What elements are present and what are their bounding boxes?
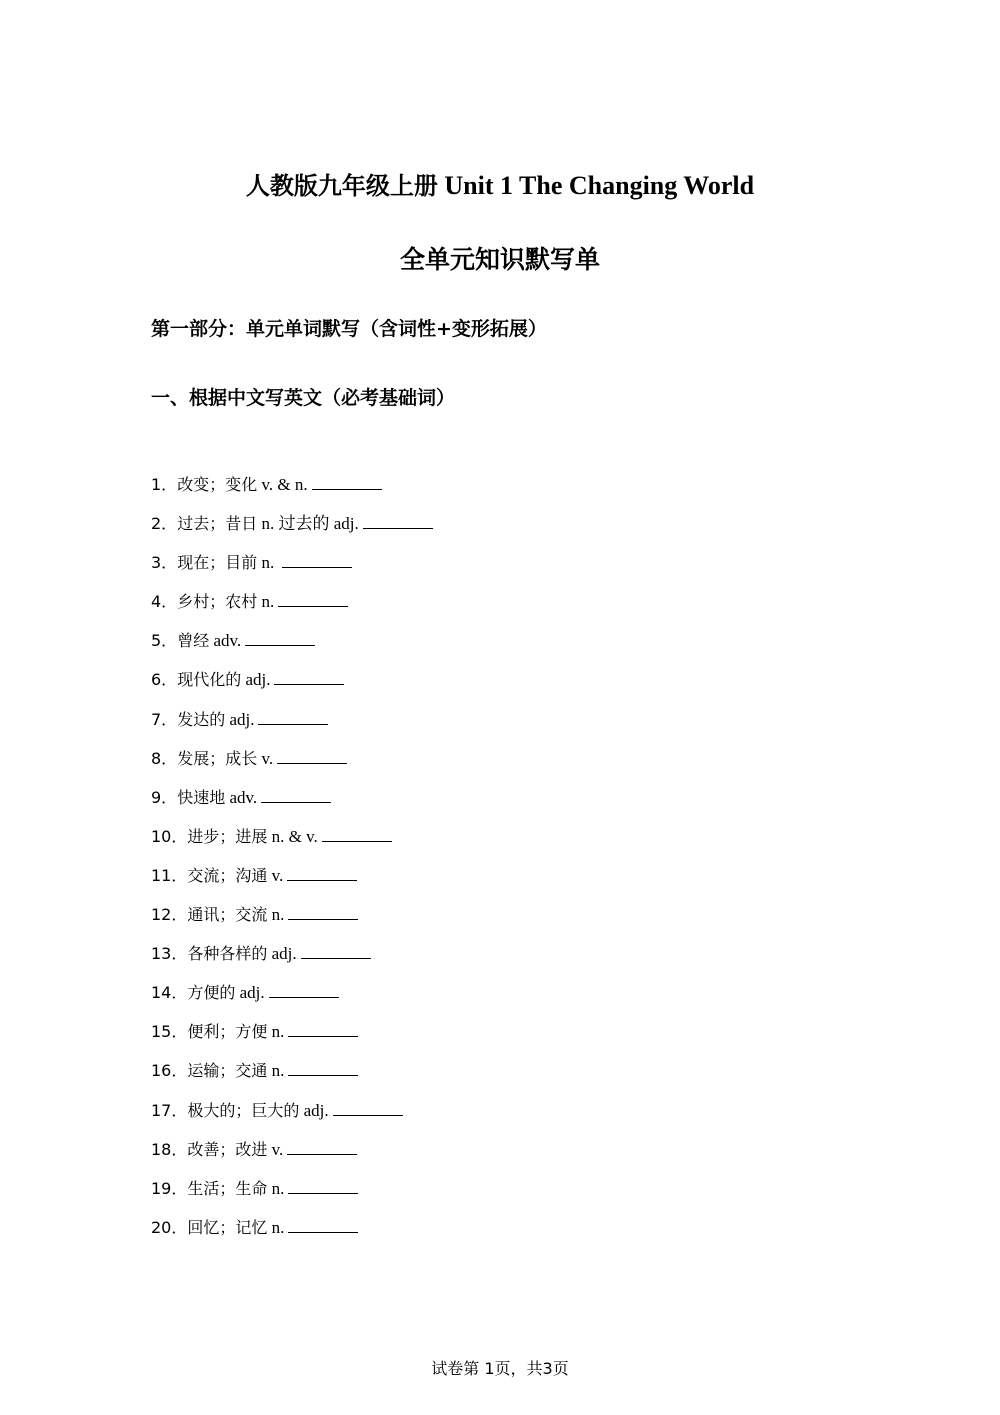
list-item xyxy=(151,629,433,668)
item-number: 12． xyxy=(151,905,188,925)
item-number: 4． xyxy=(151,592,178,612)
item-number: 5． xyxy=(151,631,178,651)
item-chinese: 现代化的 xyxy=(177,670,242,690)
item-number: 19． xyxy=(151,1178,188,1198)
title-english: Unit 1 The Changing World xyxy=(437,171,755,200)
item-part-of-speech: adj. xyxy=(241,670,271,690)
item-number: 13． xyxy=(151,944,188,964)
list-item xyxy=(151,1020,433,1059)
answer-blank[interactable] xyxy=(269,983,339,998)
item-part-of-speech: v. xyxy=(267,1139,284,1159)
item-part-of-speech: adj. xyxy=(225,709,255,729)
item-part-of-speech: n. xyxy=(257,592,275,612)
item-chinese: 发达的 xyxy=(177,709,226,729)
answer-blank[interactable] xyxy=(288,905,358,920)
answer-blank[interactable] xyxy=(288,1022,358,1037)
answer-blank[interactable] xyxy=(287,1140,357,1155)
item-number: 17． xyxy=(151,1100,188,1120)
item-number: 20． xyxy=(151,1217,188,1237)
item-chinese: 通讯；交流 xyxy=(187,905,268,925)
item-part-of-speech: adv. xyxy=(209,631,242,651)
item-chinese: 进步；进展 xyxy=(187,826,268,846)
item-number: 18． xyxy=(151,1139,188,1159)
list-item xyxy=(151,590,433,629)
page-footer: 试卷第 1页，共3页 xyxy=(431,1359,569,1378)
answer-blank[interactable] xyxy=(274,670,344,685)
item-chinese: 改善；改进 xyxy=(187,1139,268,1159)
item-part-of-speech: n. xyxy=(267,1022,285,1042)
item-chinese: 回忆；记忆 xyxy=(187,1217,268,1237)
answer-blank[interactable] xyxy=(258,710,328,725)
list-item xyxy=(151,786,433,825)
item-chinese: 快速地 xyxy=(177,787,226,807)
item-chinese: 乡村；农村 xyxy=(177,592,258,612)
item-chinese: 极大的；巨大的 xyxy=(187,1100,300,1120)
answer-blank[interactable] xyxy=(288,1218,358,1233)
list-item xyxy=(151,981,433,1020)
item-part-of-speech: n. xyxy=(267,905,285,925)
list-item xyxy=(151,1177,433,1216)
item-chinese: 改变；变化 xyxy=(177,475,258,494)
item-chinese: 便利；方便 xyxy=(187,1022,268,1042)
item-number: 16． xyxy=(151,1061,188,1081)
item-chinese: 生活；生命 xyxy=(187,1178,268,1198)
list-item xyxy=(151,708,433,747)
item-part-of-speech: v. xyxy=(257,748,274,768)
section-heading: 一、根据中文写英文（必考基础词） xyxy=(151,387,456,409)
vocabulary-list xyxy=(151,473,433,1255)
item-part-of-speech: adv. xyxy=(225,787,258,807)
list-item xyxy=(151,1059,433,1098)
item-number: 14． xyxy=(151,983,188,1003)
item-part-of-speech: n. xyxy=(257,553,279,573)
list-item xyxy=(151,942,433,981)
item-part-of-speech: n. & v. xyxy=(267,826,318,846)
answer-blank[interactable] xyxy=(287,866,357,881)
item-part-of-speech: adj. xyxy=(299,1100,329,1120)
item-part-of-speech: adj. xyxy=(235,983,265,1003)
answer-blank[interactable] xyxy=(322,827,392,842)
item-chinese: 发展；成长 xyxy=(177,748,258,768)
item-number: 6． xyxy=(151,670,178,690)
answer-blank[interactable] xyxy=(288,1061,358,1076)
item-number: 9． xyxy=(151,787,178,807)
item-number: 2． xyxy=(151,514,178,534)
list-item xyxy=(151,903,433,942)
answer-blank[interactable] xyxy=(278,592,348,607)
list-item xyxy=(151,1138,433,1177)
item-number: 7． xyxy=(151,709,178,729)
list-item xyxy=(151,1099,433,1138)
item-number: 15． xyxy=(151,1022,188,1042)
answer-blank[interactable] xyxy=(277,749,347,764)
answer-blank[interactable] xyxy=(301,944,371,959)
item-number: 1． xyxy=(151,475,178,494)
list-item xyxy=(151,864,433,903)
answer-blank[interactable] xyxy=(261,788,331,803)
item-part-of-speech: adj. xyxy=(267,944,297,964)
item-chinese: 运输；交通 xyxy=(187,1061,268,1081)
item-part-of-speech: n. xyxy=(267,1178,285,1198)
item-number: 10． xyxy=(151,826,188,846)
item-number: 11． xyxy=(151,865,188,885)
list-item xyxy=(151,825,433,864)
item-part-of-speech: v. xyxy=(267,865,284,885)
item-chinese: 交流；沟通 xyxy=(187,865,268,885)
item-part-of-speech: n. 过去的 adj. xyxy=(257,514,359,534)
item-part-of-speech: n. xyxy=(267,1061,285,1081)
item-chinese: 各种各样的 xyxy=(187,944,268,964)
list-item xyxy=(151,551,433,590)
answer-blank[interactable] xyxy=(312,475,382,490)
document-title xyxy=(0,166,1000,201)
answer-blank[interactable] xyxy=(363,514,433,529)
item-number: 3． xyxy=(151,553,178,573)
answer-blank[interactable] xyxy=(333,1101,403,1116)
item-part-of-speech: v. & n. xyxy=(257,475,308,494)
list-item xyxy=(151,1216,433,1255)
list-item xyxy=(151,512,433,551)
item-chinese: 现在；目前 xyxy=(177,553,258,573)
item-chinese: 过去；昔日 xyxy=(177,514,258,534)
part-heading: 第一部分：单元单词默写（含词性+变形拓展） xyxy=(151,318,547,340)
list-item xyxy=(151,473,433,512)
item-part-of-speech: n. xyxy=(267,1217,285,1237)
list-item xyxy=(151,747,433,786)
answer-blank[interactable] xyxy=(282,553,352,568)
answer-blank[interactable] xyxy=(245,631,315,646)
answer-blank[interactable] xyxy=(288,1179,358,1194)
document-subtitle: 全单元知识默写单 xyxy=(399,245,600,274)
title-chinese: 人教版九年级上册 xyxy=(245,172,438,200)
item-chinese: 方便的 xyxy=(187,983,236,1003)
list-item xyxy=(151,668,433,707)
item-number: 8． xyxy=(151,748,178,768)
item-chinese: 曾经 xyxy=(177,631,210,651)
